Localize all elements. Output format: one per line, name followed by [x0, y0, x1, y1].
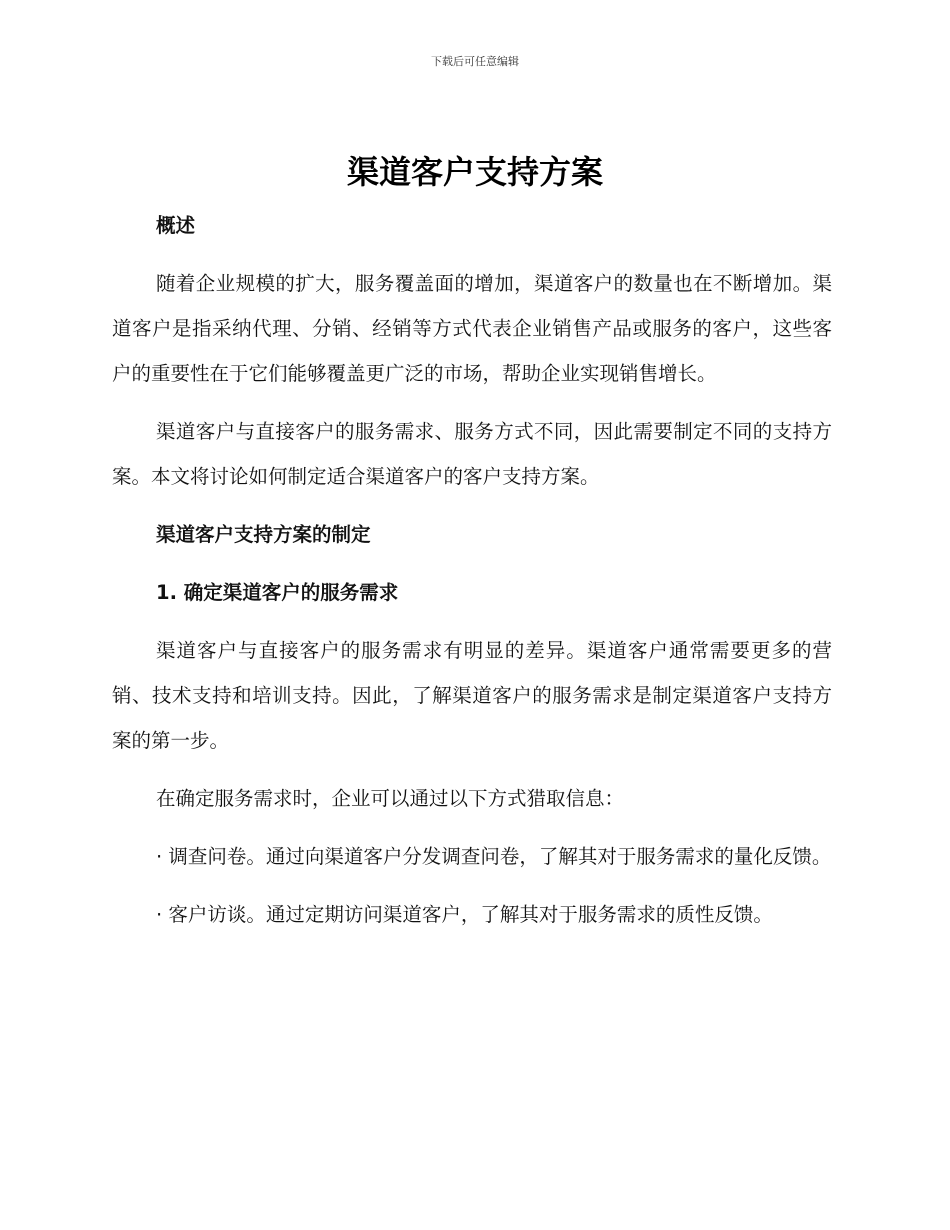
paragraph-step1-1: 渠道客户与直接客户的服务需求有明显的差异。渠道客户通常需要更多的营销、技术支持和培训支持。因此，了解渠道客户的服务需求是制定渠道客户支持方案的第一步。: [112, 639, 832, 752]
section-heading-overview: 概述: [156, 214, 196, 237]
bullet-item-survey: · 调查问卷。通过向渠道客户分发调查问卷，了解其对于服务需求的量化反馈。: [156, 845, 832, 868]
subsection-heading-step1: 1. 确定渠道客户的服务需求: [156, 581, 399, 604]
bullet-item-interview: · 客户访谈。通过定期访问渠道客户，了解其对于服务需求的质性反馈。: [156, 903, 773, 926]
page-header: 下载后可任意编辑: [431, 55, 519, 68]
paragraph-overview-1: 随着企业规模的扩大，服务覆盖面的增加，渠道客户的数量也在不断增加。渠道客户是指采纳代理、分销、经销等方式代表企业销售产品或服务的客户，这些客户的重要性在于它们能够覆盖更广泛的市场，帮助企业实现销售增长。: [112, 272, 832, 385]
section-heading-plan: 渠道客户支持方案的制定: [156, 523, 371, 546]
paragraph-overview-2: 渠道客户与直接客户的服务需求、服务方式不同，因此需要制定不同的支持方案。本文将讨论如何制定适合渠道客户的客户支持方案。: [112, 420, 832, 488]
document-body: [112, 203, 832, 950]
document-title: 渠道客户支持方案: [346, 153, 603, 191]
paragraph-step1-2: 在确定服务需求时，企业可以通过以下方式猎取信息：: [156, 787, 625, 810]
